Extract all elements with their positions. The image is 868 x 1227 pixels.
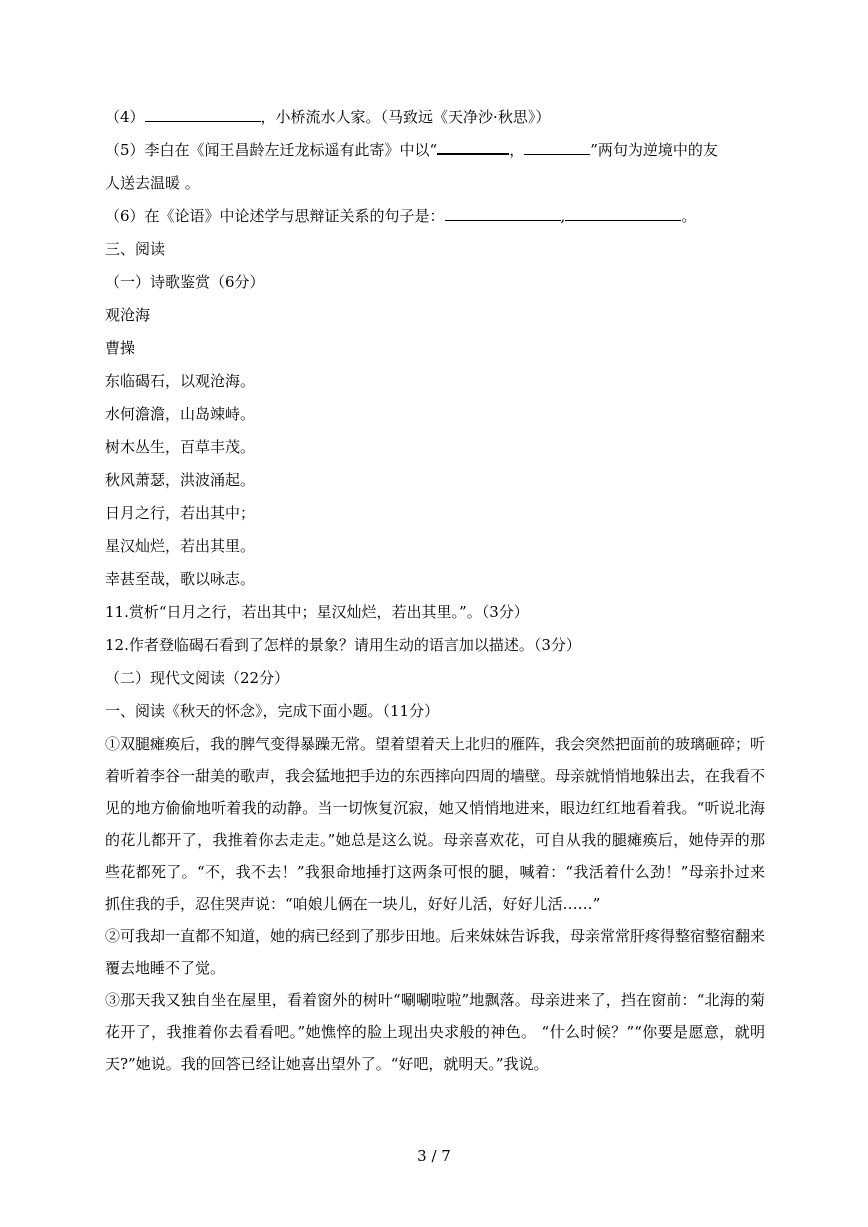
fill-blank-6 xyxy=(105,200,765,233)
answer-blank xyxy=(565,205,681,221)
fill-blank-4 xyxy=(105,101,765,134)
fill-blank-5 xyxy=(105,134,765,167)
question-text: 人送去温暖 。 xyxy=(105,174,200,192)
page-content xyxy=(105,101,765,1080)
section-heading: 三、阅读 xyxy=(105,240,166,258)
poem-line: 秋风萧瑟，洪波涌起。 xyxy=(105,471,256,489)
question-text: （6）在《论语》中论述学与思辩证关系的句子是： xyxy=(105,207,445,225)
question-11: 11.赏析“日月之行，若出其中；星汉灿烂，若出其里。”。（3分） xyxy=(105,603,529,621)
answer-blank xyxy=(524,139,590,155)
poem-line: 树木丛生，百草丰茂。 xyxy=(105,438,256,456)
poem-line: 东临碣石，以观沧海。 xyxy=(105,372,256,390)
poem-title: 观沧海 xyxy=(105,306,151,324)
question-12: 12.作者登临碣石看到了怎样的景象？请用生动的语言加以描述。（3分） xyxy=(105,636,581,654)
poem-author: 曹操 xyxy=(105,339,136,357)
poem-line: 水何澹澹，山岛竦峙。 xyxy=(105,405,256,423)
question-text: （5）李白在《闻王昌龄左迁龙标遥有此寄》中以“ xyxy=(105,141,438,159)
poem-line: 幸甚至哉，歌以咏志。 xyxy=(105,570,256,588)
subsection-heading: （一）诗歌鉴赏（6分） xyxy=(105,273,265,291)
separator: , xyxy=(560,207,566,225)
subsection-heading: （二）现代文阅读（22分） xyxy=(105,669,290,687)
poem-line: 星汉灿烂，若出其里。 xyxy=(105,537,256,555)
fill-blank-5-continued xyxy=(105,167,765,200)
reading-instruction: 一、阅读《秋天的怀念》，完成下面小题。（11分） xyxy=(105,702,440,720)
page-number: 3 / 7 xyxy=(417,1147,451,1165)
question-number: （4） xyxy=(105,108,145,126)
article-paragraph: ②可我却一直都不知道，她的病已经到了那步田地。后来妹妹告诉我，母亲常常肝疼得整宿整宿翻来覆去地睡不了觉。 xyxy=(105,927,766,977)
article-paragraph: ③那天我又独自坐在屋里，看着窗外的树叶“唰唰啦啦”地飘落。母亲进来了，挡在窗前：“北海的菊花开了，我推着你去看看吧。”她憔悴的脸上现出央求般的神色。 “什么时候？”“你要是愿意，就明天?”她说。我的回答已经让她喜出望外了。“好吧，就明天。”我说。 xyxy=(105,991,765,1073)
question-text: ，小桥流水人家。（马致远《天净沙·秋思》） xyxy=(260,108,551,126)
answer-blank xyxy=(145,106,261,122)
poem-line: 日月之行，若出其中； xyxy=(105,504,256,522)
answer-blank xyxy=(437,138,509,155)
question-text: ”两句为逆境中的友 xyxy=(590,141,718,159)
article-paragraph: ①双腿瘫痪后，我的脾气变得暴躁无常。望着望着天上北归的雁阵，我会突然把面前的玻璃砸碎；听着听着李谷一甜美的歌声，我会猛地把手边的东西摔向四周的墙壁。母亲就悄悄地躲出去，在我看不见的地方偷偷地听着我的动静。当一切恢复沉寂，她又悄悄地进来，眼边红红地看着我。“听说北海的花儿都开了，我推着你去走走。”她总是这么说。母亲喜欢花，可自从我的腿瘫痪后，她侍弄的那些花都死了。“不，我不去！”我狠命地捶打这两条可恨的腿，喊着：“我活着什么劲！”母亲扑过来抓住我的手，忍住哭声说：“咱娘儿俩在一块儿，好好儿活，好好儿活……” xyxy=(105,735,766,913)
end-mark: 。 xyxy=(681,207,697,225)
separator: ， xyxy=(509,141,525,159)
answer-blank xyxy=(445,205,561,221)
